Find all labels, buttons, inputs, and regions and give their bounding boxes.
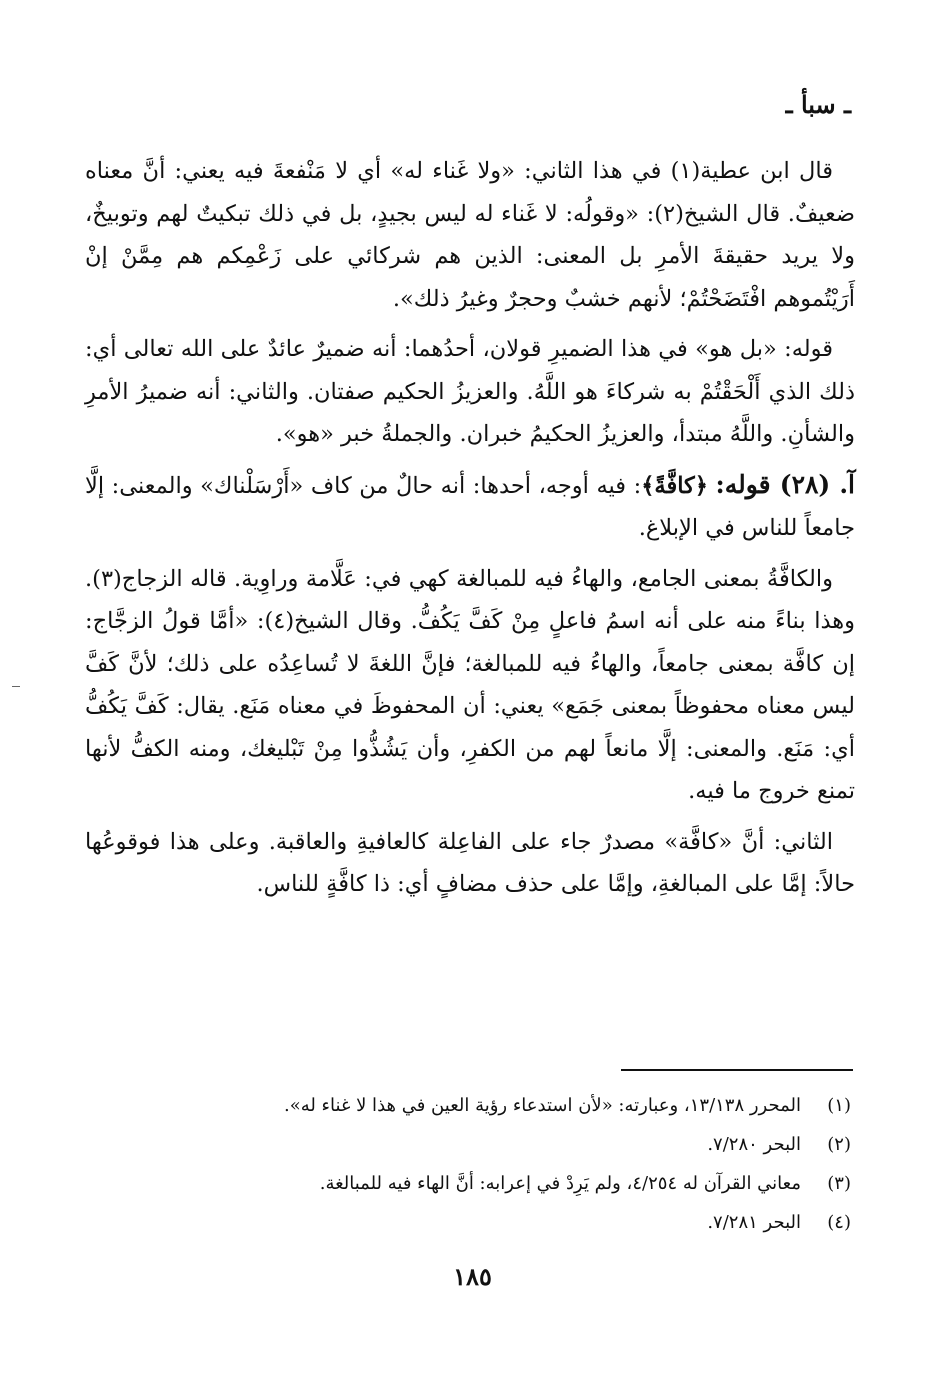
footnote-text: البحر ٧/٢٨٠. (707, 1134, 801, 1155)
running-header: ـ سبأ ـ (785, 90, 851, 119)
verse-text: : فيه أوجه، أحدها: أنه حالٌ من كاف «أَرْسَلْناك» والمعنى: إلَّا جامعاً للناس في الإبلاغ. (85, 472, 855, 541)
footnote-1 (81, 1086, 851, 1125)
footnote-4 (81, 1203, 851, 1242)
footnote-divider (621, 1069, 853, 1071)
footnote-text: البحر ٧/٢٨١. (707, 1212, 801, 1233)
verse-label: آ. (٢٨) قوله: (715, 469, 855, 499)
footnote-text: المحرر ١٣/١٣٨، وعبارته: «لأن استدعاء رؤية العين في هذا لا غناء له». (283, 1095, 801, 1116)
page-number: ١٨٥ (453, 1262, 492, 1291)
footnote-3 (81, 1164, 851, 1203)
margin-mark (12, 686, 20, 687)
paragraph-1: قال ابن عطية(١) في هذا الثاني: «ولا غَناء له» أي لا مَنْفعةَ فيه يعني: أنَّ معناه ضعيفٌ. قال الشيخ(٢): «وقولُه: لا غَناء له ليس بجيدٍ، بل في ذلك تبكيتٌ لهم وتوبيخٌ، ولا يريد حقيقةَ الأمرِ بل المعنى: الذين هم شركائي على زَعْمِكم هم مِمَّنْ إنْ أَرَيْتُموهم افْتَضَحْتُمْ؛ لأنهم خشبٌ وحجرٌ وغيرُ ذلك». (85, 158, 855, 312)
footnote-2 (81, 1125, 851, 1164)
paragraph-3: والكافَّةُ بمعنى الجامع، والهاءُ فيه للمبالغة كهي في: عَلَّامة وراوِية. قاله الزجاج(٣). وهذا بناءً منه على أنه اسمُ فاعلٍ مِنْ كَفَّ يَكُفُّ. وقال الشيخ(٤): «أمَّا قولُ الزجَّاج: إن كافَّة بمعنى جامعاً، والهاءُ فيه للمبالغة؛ فإنَّ اللغةَ لا تُساعِدُه على ذلك؛ لأنَّ كَفَّ ليس معناه محفوظاً بمعنى جَمَع» يعني: أن المحفوظَ في معناه مَنَع. يقال: كَفَّ يَكُفُّ أي: مَنَع. والمعنى: إلَّا مانعاً لهم من الكفرِ، وأن يَشُذُّوا مِنْ تَبْليغك، ومنه الكفُّ لأنها تمنع خروج ما فيه. (85, 565, 855, 804)
quran-word: ﴿كافَّةً﴾ (641, 472, 708, 499)
footnote-number: (١) (827, 1095, 851, 1116)
footnote-number: (٣) (827, 1173, 851, 1194)
footnote-number: (٤) (827, 1212, 851, 1233)
footnotes (81, 1086, 851, 1242)
paragraph-4: الثاني: أنَّ «كافَّة» مصدرٌ جاء على الفاعِلة كالعافيةِ والعاقبة. وعلى هذا فوقوعُها حالاً: إمَّا على المبالغةِ، وإمَّا على حذف مضافٍ أي: ذا كافَّةٍ للناس. (85, 828, 855, 897)
footnote-number: (٢) (827, 1134, 851, 1155)
verse-paragraph (85, 464, 855, 550)
main-text (85, 150, 855, 914)
paragraph-2: قوله: «بل هو» في هذا الضميرِ قولان، أحدُهما: أنه ضميرٌ عائدٌ على الله تعالى أي: ذلك الذي أَلْحَقْتُمْ به شركاءَ هو اللَّهُ. والعزيزُ الحكيم صفتان. والثاني: أنه ضميرُ الأمرِ والشأنِ. واللَّهُ مبتدأ، والعزيزُ الحكيمُ خبران. والجملةُ خبر «هو». (85, 336, 855, 447)
footnote-text: معاني القرآن له ٤/٢٥٤، ولم يَرِدْ في إعرابه: أنَّ الهاء فيه للمبالغة. (319, 1173, 801, 1194)
